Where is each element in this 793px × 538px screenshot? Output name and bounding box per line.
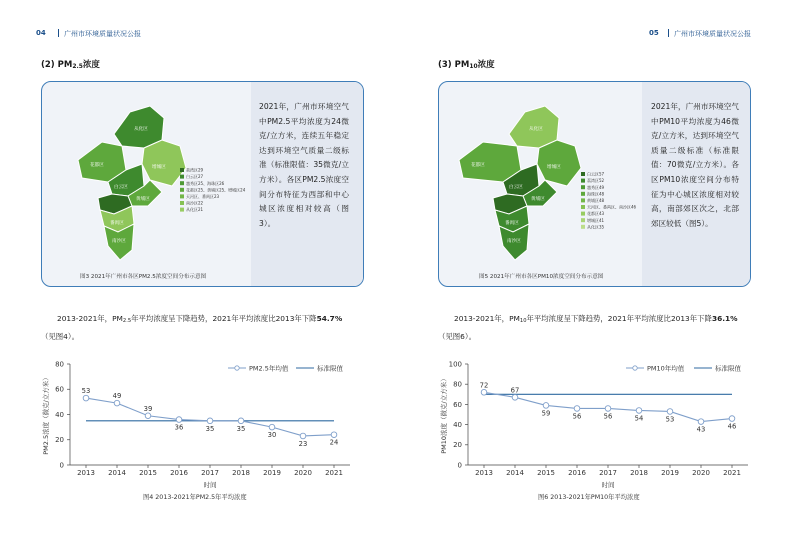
map-label: 南沙区 [112, 239, 126, 244]
data-point [238, 418, 244, 424]
right-page-number: 05 [649, 29, 659, 37]
map-legend-label: 黄埔区48 [587, 198, 605, 203]
data-label: 49 [112, 392, 122, 401]
right-header-title: 广州市环境质量状况公报 [674, 30, 751, 38]
map-legend-label: 花都区43 [587, 211, 605, 217]
data-point [698, 419, 704, 425]
left-map-box [41, 81, 364, 287]
x-tick-label: 2013 [475, 469, 493, 477]
y-tick-label: 40 [453, 421, 462, 429]
map-legend-label: 荔湾区29 [186, 167, 204, 173]
data-point [114, 400, 120, 406]
x-tick-label: 2017 [201, 469, 219, 477]
map-region-zengcheng [142, 140, 186, 186]
data-point [176, 417, 182, 423]
map-legend-label: 白云区57 [587, 171, 605, 177]
map-shapes [78, 106, 186, 260]
map-legend-label: 增城区41 [587, 217, 605, 223]
map-legend-label: 南沙区22 [186, 200, 204, 206]
left-box-text: 2021年，广州市环境空气中PM2.5平均浓度为24微克/立方米，连续五年稳定达到环境空气质量二级标准（标准限值：35微克/立方米）。各区PM2.5浓度空间分布特征为西部和中心城区浓度相对较高（图3）。 [259, 102, 349, 228]
data-label: 43 [696, 425, 706, 434]
right-pm10-chart [434, 354, 764, 504]
y-axis-label: PM2.5浓度（微克/立方米） [42, 374, 50, 455]
data-point [729, 416, 735, 422]
right-box-text: 2021年，广州市环境空气中PM10平均浓度为46微克/立方米，达到环境空气质量二级标准（标准限值：70微克/立方米）。各区PM10浓度空间分布特征为中心城区浓度相对较高，南部郊区次之，北部郊区较低（图5）。 [651, 102, 739, 228]
map-legend-label: 从化区21 [186, 207, 204, 213]
map-legend-label: 越秀区49 [587, 184, 605, 190]
data-label: 67 [510, 386, 520, 395]
map-legend-swatch [581, 192, 585, 196]
map-legend [581, 171, 637, 230]
left-district-map [42, 82, 251, 272]
x-tick-label: 2018 [630, 469, 648, 477]
x-axis-label: 时间 [601, 481, 615, 489]
right-section-title: (3) $PM_{10}$浓度 [438, 60, 495, 70]
map-label: 花都区 [471, 163, 485, 168]
y-tick-label: 80 [453, 380, 462, 389]
map-legend-swatch [180, 194, 184, 198]
map-legend-swatch [581, 198, 585, 202]
legend-label: 标准限值 [715, 364, 741, 373]
data-point [574, 406, 580, 412]
left-section-title: (2) $PM_{2.5}$浓度 [41, 60, 100, 70]
x-tick-label: 2019 [263, 469, 281, 477]
x-axis-label: 时间 [203, 481, 217, 489]
data-point [636, 408, 642, 414]
map-legend [180, 167, 246, 213]
data-label: 30 [267, 431, 277, 440]
x-tick-label: 2020 [294, 469, 312, 477]
x-tick-label: 2015 [139, 469, 157, 477]
map-legend-label: 从化区35 [587, 224, 605, 230]
x-tick-label: 2016 [170, 469, 188, 477]
data-label: 53 [81, 387, 91, 396]
map-legend-swatch [581, 179, 585, 183]
header-divider [58, 29, 59, 37]
y-tick-label: 20 [453, 441, 462, 450]
data-label: 39 [143, 404, 153, 413]
map-legend-label: 天河区、番禺区、南沙区46 [587, 204, 637, 210]
map-legend-swatch [180, 208, 184, 212]
header-divider [668, 29, 669, 37]
legend-label: PM2.5年均值 [249, 364, 289, 373]
map-legend-label: 白云区27 [186, 174, 204, 180]
y-tick-label: 40 [55, 410, 64, 419]
map-legend-swatch [581, 185, 585, 189]
map-legend-swatch [581, 172, 585, 176]
data-label: 53 [665, 415, 675, 424]
x-tick-label: 2016 [568, 469, 586, 477]
data-label: 54 [634, 414, 644, 423]
map-legend-label: 荔湾区52 [587, 178, 605, 184]
map-legend-swatch [180, 188, 184, 192]
map-label: 增城区 [152, 165, 166, 170]
y-tick-label: 0 [457, 461, 462, 470]
data-label: 36 [174, 423, 184, 432]
data-point [300, 433, 306, 439]
legend-marker [633, 366, 637, 370]
map-label: 番禺区 [505, 221, 519, 226]
map-legend-swatch [581, 212, 585, 216]
data-label: 56 [572, 412, 582, 421]
map-label: 白云区 [114, 185, 128, 190]
left-header-title: 广州市环境质量状况公报 [64, 30, 141, 38]
map-legend-label: 天河区、番禺区23 [186, 194, 220, 199]
legend-label: 标准限值 [317, 364, 343, 373]
data-point [331, 432, 337, 438]
right-map-caption: 图5 2021年广州市各区PM10浓度空间分布示意图 [479, 274, 604, 280]
map-label: 黄埔区 [531, 197, 545, 202]
data-label: 46 [727, 422, 737, 431]
right-paragraph: 2013-2021年，$PM_{10}$年平均浓度呈下降趋势，2021年平均浓度比2013年下降36.1% （见图6）。 [438, 314, 738, 341]
map-legend-swatch [180, 181, 184, 185]
map-region-zengcheng [537, 140, 581, 186]
right-district-map [439, 82, 642, 272]
map-label: 花都区 [90, 163, 104, 168]
x-tick-label: 2014 [506, 469, 524, 477]
y-tick-label: 80 [55, 360, 64, 369]
map-label: 增城区 [547, 165, 561, 170]
map-legend-swatch [581, 205, 585, 209]
x-tick-label: 2015 [537, 469, 555, 477]
data-point [543, 403, 549, 409]
x-tick-label: 2019 [661, 469, 679, 477]
y-tick-label: 0 [59, 461, 64, 470]
map-label: 南沙区 [507, 239, 521, 244]
map-label: 白云区 [509, 185, 523, 190]
y-tick-label: 100 [448, 360, 462, 369]
left-chart-caption: 图4 2013-2021年PM2.5年平均浓度 [143, 494, 247, 501]
y-tick-label: 60 [453, 400, 462, 409]
x-tick-label: 2013 [77, 469, 95, 477]
y-tick-label: 60 [55, 385, 64, 394]
data-label: 72 [479, 381, 489, 390]
data-point [207, 418, 213, 424]
x-tick-label: 2017 [599, 469, 617, 477]
data-point [481, 389, 487, 395]
map-label: 从化区 [529, 127, 543, 132]
map-legend-label: 海珠区48 [587, 191, 605, 197]
x-tick-label: 2021 [723, 469, 741, 477]
data-label: 24 [329, 438, 339, 447]
map-label: 番禺区 [110, 221, 124, 226]
data-label: 56 [603, 412, 613, 421]
x-tick-label: 2014 [108, 469, 126, 477]
map-legend-label: 越秀区25、海珠区26 [186, 180, 225, 186]
x-tick-label: 2018 [232, 469, 250, 477]
data-label: 23 [298, 439, 308, 448]
left-pm25-chart [36, 354, 366, 504]
map-legend-swatch [581, 218, 585, 222]
data-label: 35 [236, 424, 246, 433]
map-shapes [459, 106, 581, 260]
map-label: 从化区 [134, 127, 148, 132]
x-tick-label: 2021 [325, 469, 343, 477]
map-legend-swatch [180, 168, 184, 172]
y-axis-label: PM10浓度（微克/立方米） [440, 375, 448, 454]
map-label: 黄埔区 [136, 197, 150, 202]
data-point [605, 406, 611, 412]
legend-marker [235, 366, 239, 370]
data-point [667, 409, 673, 415]
map-legend-swatch [581, 225, 585, 229]
data-label: 59 [541, 409, 551, 418]
right-map-box [438, 81, 751, 287]
map-legend-label: 花都区25、黄埔区25、增城区24 [186, 187, 246, 193]
left-paragraph: 2013-2021年，$PM_{2.5}$年平均浓度呈下降趋势，2021年平均浓度比2013年下降54.7% （见图4）。 [41, 314, 343, 341]
data-label: 35 [205, 424, 215, 433]
data-point [83, 395, 89, 401]
map-legend-swatch [180, 175, 184, 179]
x-tick-label: 2020 [692, 469, 710, 477]
map-legend-swatch [180, 201, 184, 205]
left-page-number: 04 [36, 29, 46, 37]
data-point [269, 424, 275, 430]
data-point [145, 413, 151, 419]
right-chart-caption: 图6 2013-2021年PM10年平均浓度 [538, 494, 640, 501]
legend-label: PM10年均值 [647, 364, 685, 373]
left-map-caption: 图3 2021年广州市各区PM2.5浓度空间分布示意图 [80, 274, 207, 280]
data-point [512, 395, 518, 401]
y-tick-label: 20 [55, 436, 64, 445]
